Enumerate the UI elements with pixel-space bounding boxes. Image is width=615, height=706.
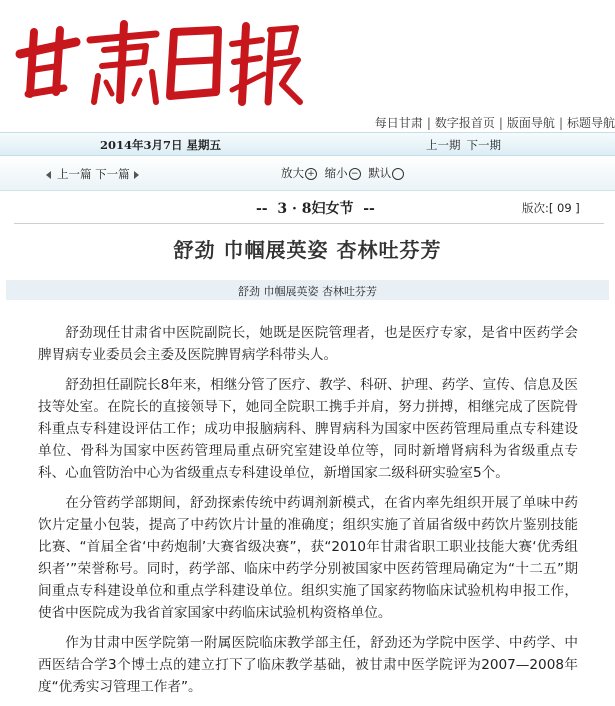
next-issue-link[interactable]: 下一期: [466, 138, 501, 152]
nav-link-title-nav[interactable]: 标题导航: [566, 116, 615, 130]
article-body: [38, 322, 578, 706]
zoom-in-button[interactable]: [281, 166, 317, 180]
issue-navigation: [426, 137, 507, 153]
nav-separator: |: [558, 116, 563, 130]
article-toolbar: [0, 156, 615, 191]
article-paragraph: 舒劲现任甘肃省中医院副院长，她既是医院管理者，也是医疗专家，是省中医药学会脾胃病专业委员会主委及医院脾胃病学科带头人。: [38, 325, 578, 363]
nav-link-digital-home[interactable]: 数字报首页: [434, 116, 495, 130]
masthead: [0, 0, 615, 132]
article-subtitle-bar: [6, 280, 609, 300]
section-title: -- 3 · 8妇女节 --: [256, 201, 375, 217]
article-navigation: [46, 166, 139, 182]
article-paragraph: 作为甘肃中医学院第一附属医院临床教学部主任，舒劲还为学院中医学、中药学、中西医结合学3个博士点的建立打下了临床教学基础，被甘肃中医学院评为2007—2008年度“优秀实习管理工作者”。: [38, 635, 578, 695]
article-subtitle: 舒劲 巾帼展英姿 杏林吐芬芳: [238, 285, 377, 298]
circle-icon: [392, 168, 404, 180]
page-number: 版次:[ 09 ]: [522, 201, 580, 215]
nav-separator: |: [426, 116, 431, 130]
zoom-in-label: 放大: [281, 166, 304, 180]
article-headline: 舒劲 巾帼展英姿 杏林吐芬芳: [173, 238, 442, 262]
section-row: [0, 192, 615, 222]
minus-circle-icon: −: [349, 168, 361, 180]
zoom-out-button[interactable]: [325, 166, 361, 180]
issue-date: 2014年3月7日 星期五: [100, 138, 222, 152]
nav-link-daily-gansu[interactable]: 每日甘肃: [374, 116, 423, 130]
prev-article-link[interactable]: 上一篇: [57, 167, 92, 181]
divider: [14, 223, 604, 224]
next-article-link[interactable]: 下一篇: [95, 167, 130, 181]
prev-issue-link[interactable]: 上一期: [426, 138, 461, 152]
article-paragraph: 在分管药学部期间，舒劲探索传统中药调剂新模式，在省内率先组织开展了单味中药饮片定量小包装，提高了中药饮片计量的准确度；组织实施了首届省级中药饮片鉴别技能比赛、“首届全省‘中药炮制’大赛省级决赛”，获“2010年甘肃省职工职业技能大赛‘优秀组织者’”荣誉称号。同时，药学部、临床中药学分别被国家中医药管理局确定为“十二五”期间重点专科建设单位和重点学科建设单位。组织实施了国家药物临床试验机构申报工作，使省中医院成为我省首家国家中药临床试验机构资格单位。: [38, 495, 578, 621]
plus-circle-icon: +: [305, 168, 317, 180]
triangle-right-icon: [134, 171, 139, 179]
zoom-out-label: 缩小: [324, 166, 348, 180]
nav-separator: |: [498, 116, 503, 130]
newspaper-logo: [6, 10, 306, 110]
zoom-controls: [281, 165, 408, 181]
top-navigation: [375, 114, 615, 131]
date-bar: [0, 132, 615, 156]
zoom-default-button[interactable]: [368, 166, 404, 180]
article-paragraph: 舒劲担任副院长8年来，相继分管了医疗、教学、科研、护理、药学、宣传、信息及医技等处室。在院长的直接领导下，她同全院职工携手并肩，努力拼搏，相继完成了医院骨科重点专科建设评估工作；成功申报脑病科、脾胃病科为国家中医药管理局重点专科建设单位、骨科为国家中医药管理局重点研究室建设单位等，同时新增肾病科为省级重点专科、心血管防治中心为省级重点专科建设单位，新增国家二级科研实验室5个。: [38, 377, 578, 481]
nav-link-page-nav[interactable]: 版面导航: [506, 116, 555, 130]
triangle-left-icon: [46, 171, 51, 179]
zoom-default-label: 默认: [368, 166, 392, 180]
